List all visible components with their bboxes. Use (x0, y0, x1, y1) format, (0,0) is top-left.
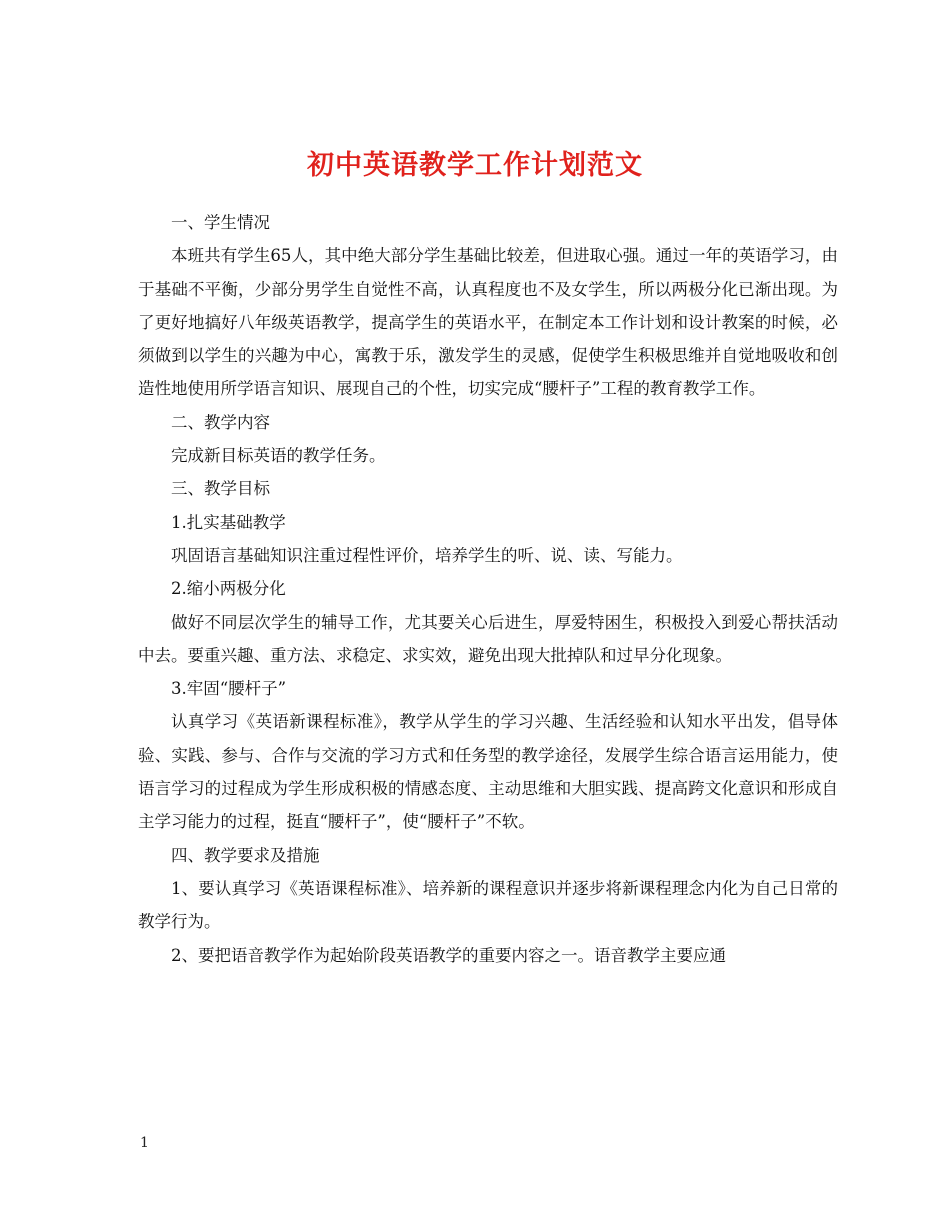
section-heading-requirements: 四、教学要求及措施 (171, 845, 320, 865)
paragraph-requirement-2: 2、要把语音教学作为起始阶段英语教学的重要内容之一。语音教学主要应通 (171, 945, 726, 965)
paragraph-backbone: 认真学习《英语新课程标准》，教学从学生的学习兴趣、生活经验和认知水平出发，倡导体验、实践、参与、合作与交流的学习方式和任务型的教学途径，发展学生综合语言运用能力，使语言学习的过程成为学生形成积极的情感态度、主动思维和大胆实践、提高跨文化意识和形成自主学习能力的过程，挺直“腰杆子”，使“腰杆子”不软。 (138, 712, 838, 832)
subheading-backbone: 3.牢固“腰杆子” (171, 679, 287, 699)
document-title: 初中英语教学工作计划范文 (307, 150, 643, 182)
section-heading-teaching-content: 二、教学内容 (171, 412, 270, 432)
paragraph-teaching-content: 完成新目标英语的教学任务。 (171, 446, 386, 466)
paragraph-solid-foundation: 巩固语言基础知识注重过程性评价，培养学生的听、说、读、写能力。 (171, 545, 683, 565)
section-heading-student-situation: 一、学生情况 (171, 213, 270, 232)
subheading-narrow-gap: 2.缩小两极分化 (171, 579, 286, 599)
page-number: 1 (140, 1135, 149, 1151)
document-body (138, 206, 838, 972)
section-heading-teaching-goals: 三、教学目标 (171, 479, 270, 499)
paragraph-requirement-1: 1、要认真学习《英语课程标准》、培养新的课程意识并逐步将新课程理念内化为自己日常的教学行为。 (138, 878, 838, 932)
paragraph-narrow-gap: 做好不同层次学生的辅导工作，尤其要关心后进生，厚爱特困生，积极投入到爱心帮扶活动中去。要重兴趣、重方法、求稳定、求实效，避免出现大批掉队和过早分化现象。 (138, 612, 838, 665)
subheading-solid-foundation: 1.扎实基础教学 (171, 512, 286, 532)
paragraph-student-situation: 本班共有学生65人，其中绝大部分学生基础比较差，但进取心强。通过一年的英语学习，由于基础不平衡，少部分男学生自觉性不高，认真程度也不及女学生，所以两极分化已渐出现。为了更好地搞好八年级英语教学，提高学生的英语水平，在制定本工作计划和设计教案的时候，必须做到以学生的兴趣为中心，寓教于乐，激发学生的灵感，促使学生积极思维并自觉地吸收和创造性地使用所学语言知识、展现自己的个性，切实完成“腰杆子”工程的教育教学工作。 (138, 246, 838, 399)
